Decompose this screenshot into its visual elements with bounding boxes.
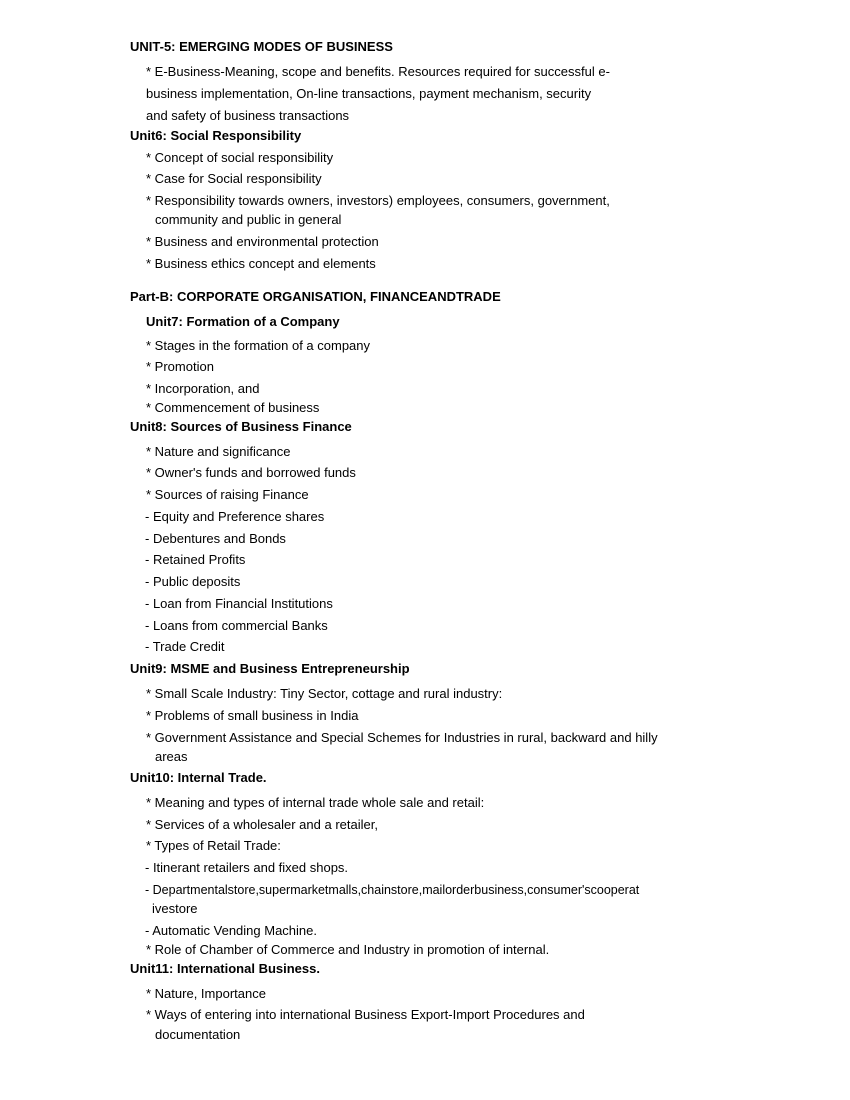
unit10-line-8: * Role of Chamber of Commerce and Industry in promotion of internal. — [146, 942, 550, 957]
unit6-line-3: * Responsibility towards owners, investors) employees, consumers, government, — [146, 193, 610, 208]
unit10-line-1: * Meaning and types of internal trade whole sale and retail: — [146, 795, 485, 810]
unit10-line-7: - Automatic Vending Machine. — [145, 923, 317, 938]
unit8-line-2: * Owner's funds and borrowed funds — [146, 465, 356, 480]
unit6-line-4: community and public in general — [155, 212, 342, 227]
unit11-heading: Unit11: International Business. — [130, 961, 320, 976]
unit5-line-1: * E-Business-Meaning, scope and benefits. Resources required for successful e- — [146, 64, 610, 79]
unit10-line-4: - Itinerant retailers and fixed shops. — [145, 860, 349, 875]
unit6-line-6: * Business ethics concept and elements — [146, 256, 376, 271]
unit6-line-5: * Business and environmental protection — [146, 234, 379, 249]
unit9-line-3: * Government Assistance and Special Schemes for Industries in rural, backward and hilly — [146, 730, 658, 745]
unit11-line-3: documentation — [155, 1027, 241, 1042]
unit7-line-4: * Commencement of business — [146, 400, 320, 415]
unit7-heading: Unit7: Formation of a Company — [146, 314, 340, 329]
unit10-line-3: * Types of Retail Trade: — [146, 838, 281, 853]
unit8-heading: Unit8: Sources of Business Finance — [130, 419, 352, 434]
unit8-line-3: * Sources of raising Finance — [146, 487, 309, 502]
unit8-line-7: - Public deposits — [145, 574, 241, 589]
unit8-line-10: - Trade Credit — [145, 639, 225, 654]
unit10-line-6: ivestore — [152, 901, 198, 916]
unit7-line-1: * Stages in the formation of a company — [146, 338, 371, 353]
unit7-line-3: * Incorporation, and — [146, 381, 260, 396]
unit8-line-6: - Retained Profits — [145, 552, 246, 567]
unit8-line-9: - Loans from commercial Banks — [145, 618, 328, 633]
unit8-line-5: - Debentures and Bonds — [145, 531, 286, 546]
unit7-line-2: * Promotion — [146, 359, 214, 374]
unit9-line-4: areas — [155, 749, 188, 764]
unit11-line-1: * Nature, Importance — [146, 986, 266, 1001]
unit8-line-4: - Equity and Preference shares — [145, 509, 325, 524]
unit6-line-1: * Concept of social responsibility — [146, 150, 334, 165]
unit10-line-2: * Services of a wholesaler and a retailer, — [146, 817, 378, 832]
unit9-line-2: * Problems of small business in India — [146, 708, 359, 723]
unit5-heading: UNIT-5: EMERGING MODES OF BUSINESS — [130, 39, 393, 54]
unit10-line-5: - Departmentalstore,supermarketmalls,chainstore,mailorderbusiness,consumer'scooperat — [145, 883, 640, 897]
unit6-heading: Unit6: Social Responsibility — [130, 128, 302, 143]
unit9-line-1: * Small Scale Industry: Tiny Sector, cottage and rural industry: — [146, 686, 503, 701]
unit8-line-1: * Nature and significance — [146, 444, 291, 459]
unit6-line-2: * Case for Social responsibility — [146, 171, 322, 186]
unit11-line-2: * Ways of entering into international Business Export-Import Procedures and — [146, 1007, 585, 1022]
partb-heading: Part-B: CORPORATE ORGANISATION, FINANCEANDTRADE — [130, 289, 501, 304]
unit5-line-3: and safety of business transactions — [146, 108, 350, 123]
unit8-line-8: - Loan from Financial Institutions — [145, 596, 333, 611]
unit9-heading: Unit9: MSME and Business Entrepreneurship — [130, 661, 410, 676]
unit10-heading: Unit10: Internal Trade. — [130, 770, 267, 785]
unit5-line-2: business implementation, On-line transactions, payment mechanism, security — [146, 86, 592, 101]
